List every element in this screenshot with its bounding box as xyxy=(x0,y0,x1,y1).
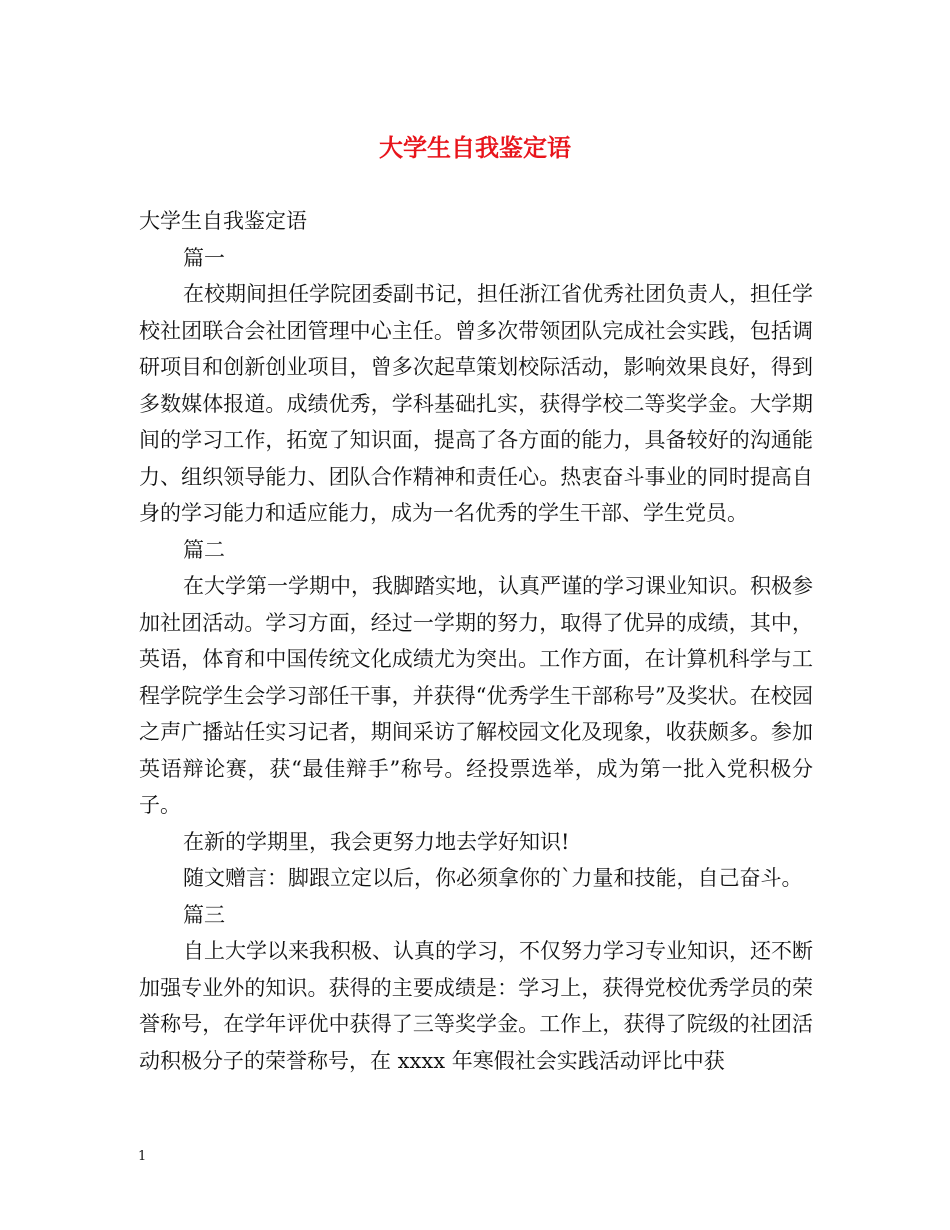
section-label-3: 篇三 xyxy=(183,902,225,927)
paragraph: 在校期间担任学院团委副书记，担任浙江省优秀社团负责人，担任学校社团联合会社团管理中心主任。曾多次带领团队完成社会实践，包括调研项目和创新创业项目，曾多次起草策划校际活动，影响效果良好，得到多数媒体报道。成绩优秀，学科基础扎实，获得学校二等奖学金。大学期间的学习工作，拓宽了知识面，提高了各方面的能力，具备较好的沟通能力、组织领导能力、团队合作精神和责任心。热衷奋斗事业的同时提高自身的学习能力和适应能力，成为一名优秀的学生干部、学生党员。 xyxy=(139,282,813,525)
document-body xyxy=(139,203,813,1079)
page-number: 1 xyxy=(138,1149,147,1164)
paragraph: 随文赠言：脚跟立定以后，你必须拿你的`力量和技能，自己奋斗。 xyxy=(183,866,803,890)
section-label-1: 篇一 xyxy=(183,245,225,270)
section-label-2: 篇二 xyxy=(183,537,225,562)
paragraph: 自上大学以来我积极、认真的学习，不仅努力学习专业知识，还不断加强专业外的知识。获得的主要成绩是：学习上，获得党校优秀学员的荣誉称号，在学年评优中获得了三等奖学金。工作上，获得了院级的社团活动积极分子的荣誉称号，在 xxxx 年寒假社会实践活动评比中获 xyxy=(139,939,813,1073)
document-title: 大学生自我鉴定语 xyxy=(379,133,571,162)
paragraph: 在新的学期里，我会更努力地去学好知识! xyxy=(183,829,570,854)
paragraph-heading: 大学生自我鉴定语 xyxy=(139,209,307,233)
paragraph: 在大学第一学期中，我脚踏实地，认真严谨的学习课业知识。积极参加社团活动。学习方面，经过一学期的努力，取得了优异的成绩，其中，英语，体育和中国传统文化成绩尤为突出。工作方面，在计算机科学与工程学院学生会学习部任干事，并获得“优秀学生干部称号”及奖状。在校园之声广播站任实习记者，期间采访了解校园文化及现象，收获颇多。参加英语辩论赛，获“最佳辩手”称号。经投票选举，成为第一批入党积极分子。 xyxy=(139,574,813,817)
